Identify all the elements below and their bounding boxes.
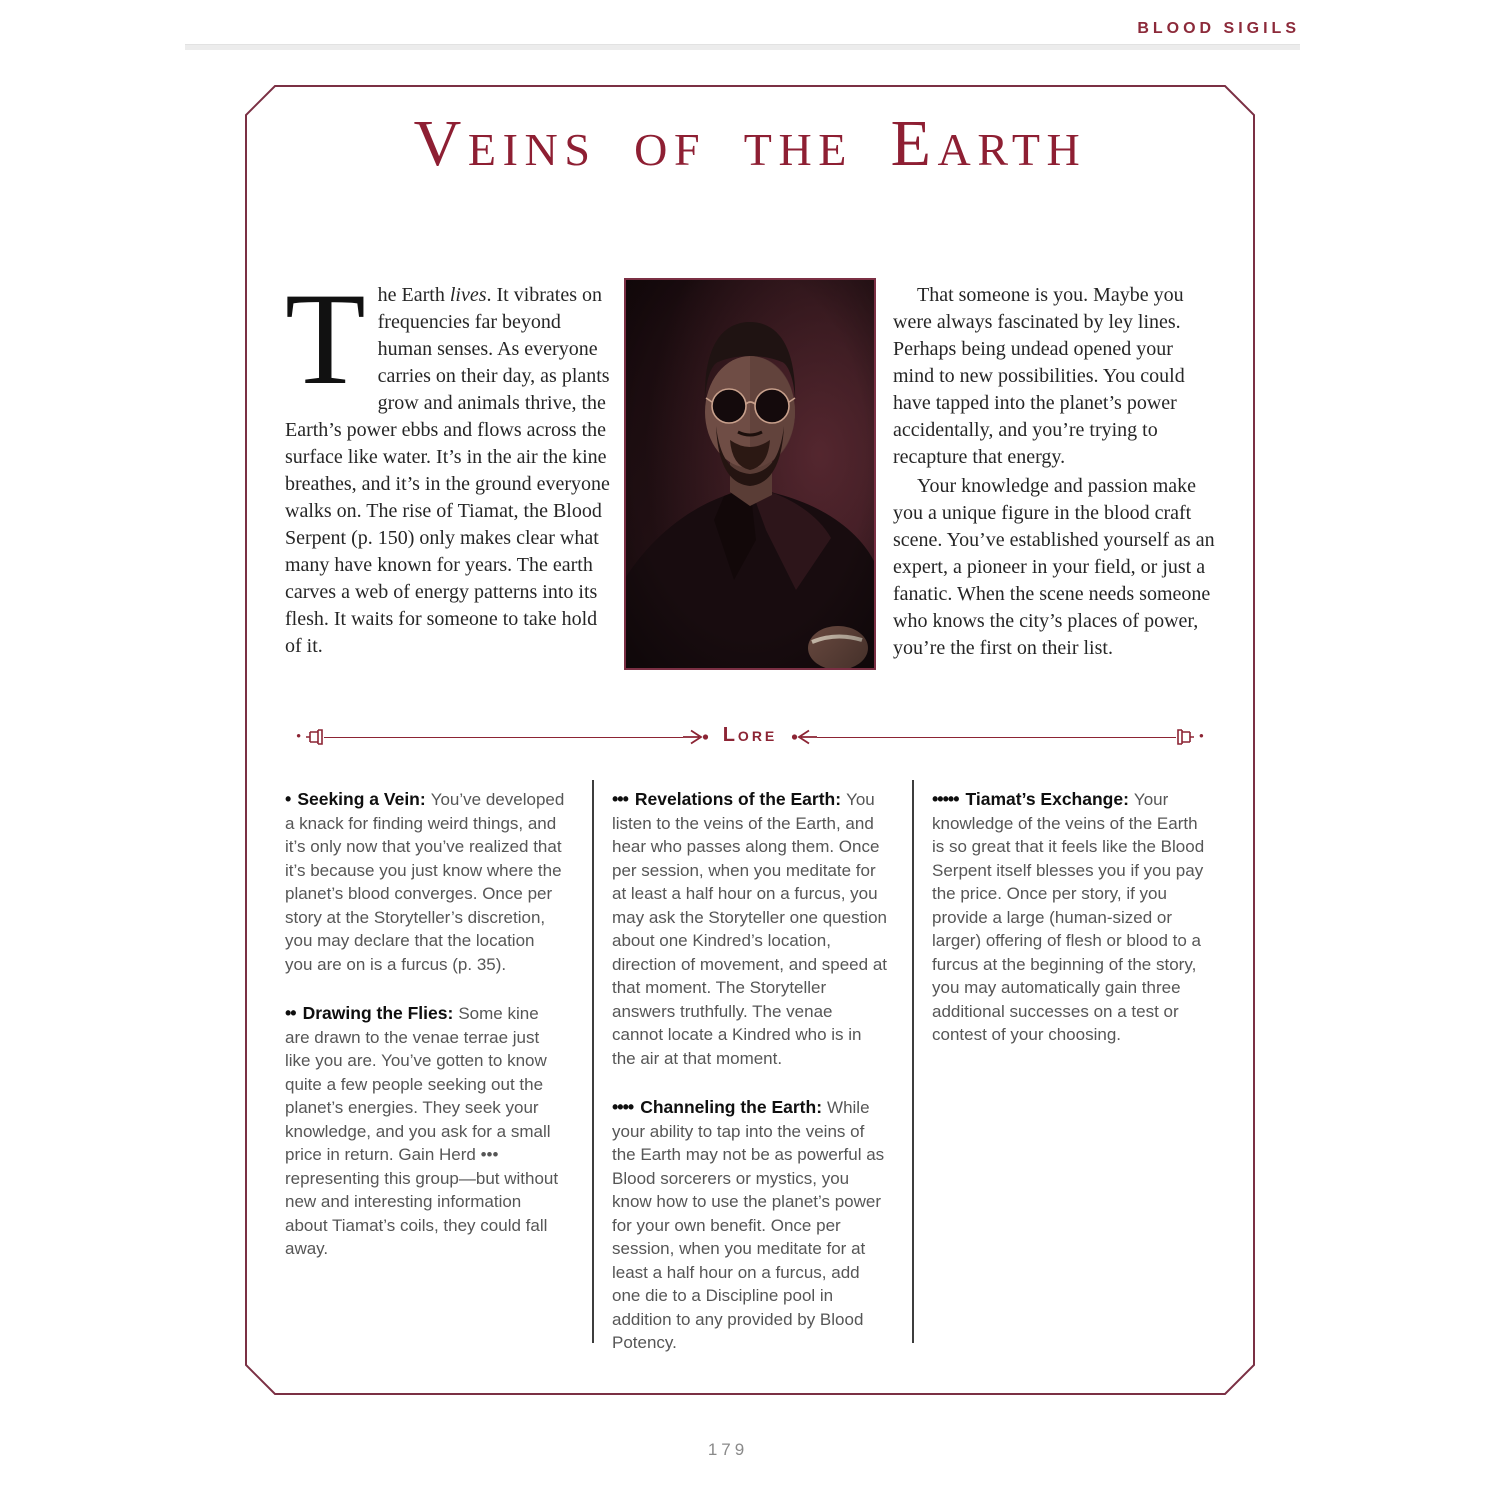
divider-label: Lore xyxy=(722,724,778,746)
page-title: Veins of the Earth xyxy=(413,107,1087,180)
intro-left-text-post: . It vibrates on frequencies far beyond human senses. As everyone carries on their day, as plants grow and animals thrive, the Earth’s power ebbs and flows across the surface like water. It’s in the air the kine breathes, and it’s in the ground everyone walks on. The rise of Tiamat, the Blood Serpent (p. 150) only makes clear what many have known for years. The earth carves a web of energy patterns into its flesh. It waits for someone to take hold of it. xyxy=(285,284,610,657)
running-head: BLOOD SIGILS xyxy=(1137,20,1300,37)
divider-end-dot-left: • xyxy=(296,728,302,745)
drop-cap: T xyxy=(285,265,366,412)
powers-column-1 xyxy=(285,788,565,1261)
lore-divider xyxy=(293,720,1207,754)
divider-line-left xyxy=(324,737,682,738)
power-text: While your ability to tap into the veins of the Earth may not be as powerful as Blood sorcerers or mystics, you know how to use the planet’s power for your own benefit. Once per session, when you meditate for at least a half hour on a furcus, add one die to a Discipline pool in addition to any provided by Blood Potency. xyxy=(612,1098,885,1352)
portrait-painting xyxy=(626,280,874,668)
power-tiamats-exchange xyxy=(932,788,1214,1047)
divider-line-right xyxy=(817,737,1175,738)
power-name: Drawing the Flies: xyxy=(302,1003,454,1023)
header-rule xyxy=(185,44,1300,50)
power-dots: ••• xyxy=(612,789,628,809)
divider-arrow-right-icon xyxy=(683,729,709,745)
portrait-image xyxy=(624,278,876,670)
power-dots: ••••• xyxy=(932,789,959,809)
power-text: You listen to the veins of the Earth, and hear who passes along them. Once per session, when you meditate for at least a half hour on a furcus, you may ask the Storyteller one question about one Kindred’s location, direction of movement, and speed at that moment. The Storyteller answers truthfully. The venae cannot locate a Kindred who is in the air at that moment. xyxy=(612,790,887,1068)
divider-end-dot-right: • xyxy=(1198,728,1204,745)
intro-left-text-pre: he Earth xyxy=(377,284,450,306)
power-text: Some kine are drawn to the venae terrae just like you are. You’ve gotten to know quite a few people seeking out the planet’s energies. They seek your knowledge, and you ask for a small price in return. Gain Herd ••• representing this group—but without new and interesting information about Tiamat’s coils, they could fall away. xyxy=(285,1004,559,1258)
power-revelations-of-the-earth xyxy=(612,788,888,1070)
power-dots: • xyxy=(285,789,291,809)
intro-left-column xyxy=(285,265,613,660)
power-channeling-the-earth xyxy=(612,1096,888,1355)
intro-right-paragraph-2: Your knowledge and passion make you a unique figure in the blood craft scene. You’ve established yourself as an expert, a pioneer in your field, or just a fanatic. When the scene needs someone who knows the city’s places of power, you’re the first on their list. xyxy=(893,475,1215,659)
divider-ornament-right-icon xyxy=(1176,728,1196,746)
power-name: Channeling the Earth: xyxy=(640,1097,823,1117)
intro-right-column xyxy=(893,282,1218,662)
column-divider-2 xyxy=(912,780,914,1343)
power-name: Revelations of the Earth: xyxy=(634,789,842,809)
column-divider-1 xyxy=(592,780,594,1343)
divider-arrow-left-icon xyxy=(791,729,817,745)
power-drawing-the-flies xyxy=(285,1002,565,1261)
power-name: Seeking a Vein: xyxy=(297,789,426,809)
page-number: 179 xyxy=(707,1440,749,1459)
power-name: Tiamat’s Exchange: xyxy=(965,789,1129,809)
powers-column-3 xyxy=(932,788,1214,1047)
power-dots: •••• xyxy=(612,1097,634,1117)
power-text: You’ve developed a knack for finding weird things, and it’s only now that you’ve realized that it’s because you just know where the planet’s blood converges. Once per story at the Storyteller’s discretion, you may declare that the location you are on is a furcus (p. 35). xyxy=(285,790,565,974)
power-seeking-a-vein xyxy=(285,788,565,976)
intro-right-paragraph-1: That someone is you. Maybe you were always fascinated by ley lines. Perhaps being undead opened your mind to new possibilities. You could have tapped into the planet’s power accidentally, and you’re trying to recapture that energy. xyxy=(893,284,1185,468)
power-text: Your knowledge of the veins of the Earth is so great that it feels like the Blood Serpent itself blesses you if you pay the price. Once per story, if you provide a large (human-sized or larger) offering of flesh or blood to a furcus at the beginning of the story, you may automatically gain three additional successes on a test or contest of your choosing. xyxy=(932,790,1205,1044)
divider-ornament-left-icon xyxy=(304,728,324,746)
intro-left-text-italic: lives xyxy=(449,284,487,306)
power-dots: •• xyxy=(285,1003,296,1023)
powers-column-2 xyxy=(612,788,888,1355)
